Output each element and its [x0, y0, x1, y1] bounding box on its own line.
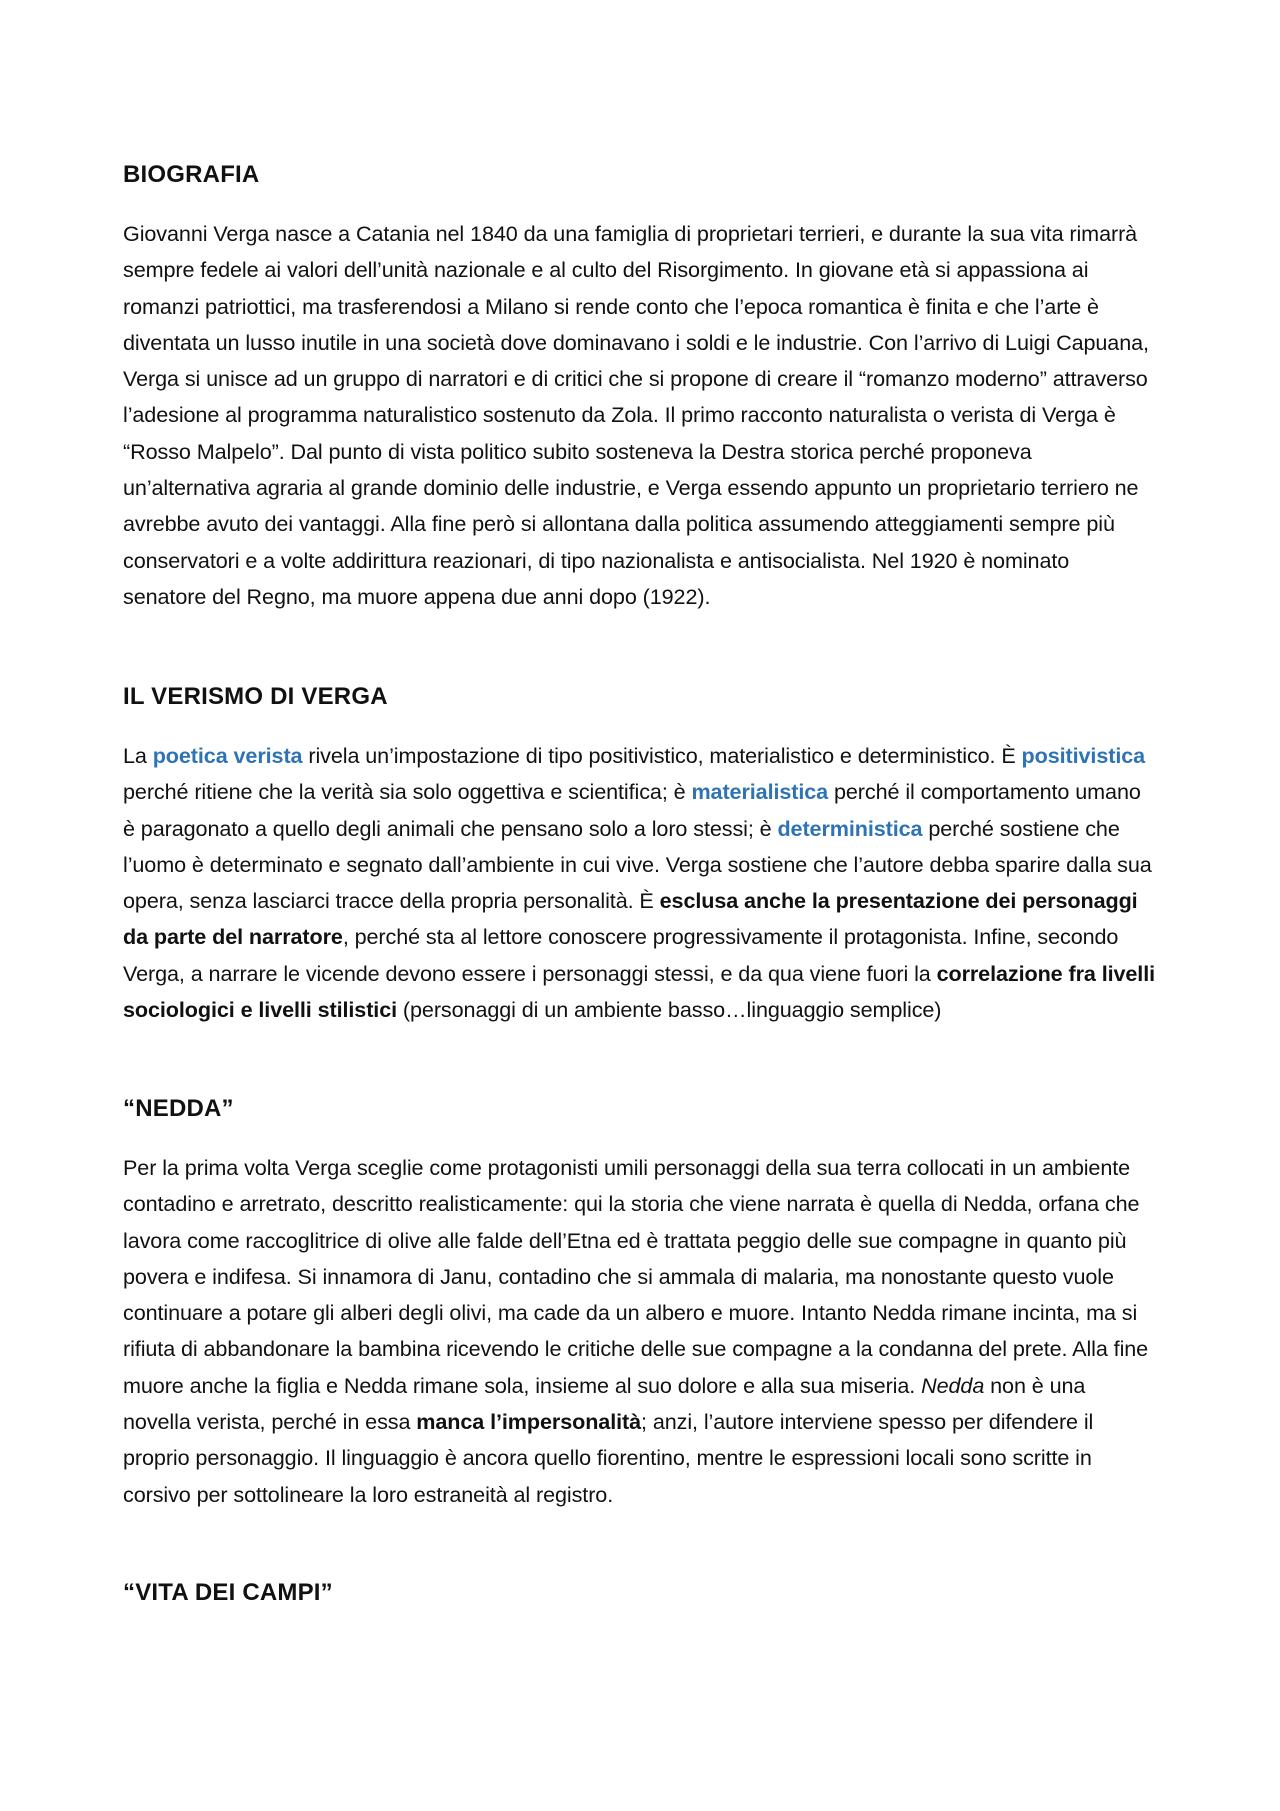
text-run: (personaggi di un ambiente basso…linguaggio semplice)	[397, 997, 942, 1023]
heading-verismo: IL VERISMO DI VERGA	[123, 683, 388, 710]
bold-text: correlazione fra livelli sociologici e livelli stilistici	[123, 960, 1156, 1023]
text-run: ; anzi, l’autore interviene spesso per difendere il proprio personaggio. Il linguaggio è ancora quello fiorentino, mentre le espressioni locali sono scritte in corsivo per sottolineare la loro estraneità al registro.	[123, 1409, 1094, 1507]
italic-text: Nedda	[921, 1372, 985, 1398]
bold-text: manca l’impersonalità	[416, 1409, 642, 1435]
text-run: , perché sta al lettore conoscere progressivamente il protagonista. Infine, secondo Verga, a narrare le vicende devono essere i personaggi stessi, e da qua viene fuori la	[123, 924, 1119, 986]
text-run: perché ritiene che la verità sia solo oggettiva e scientifica; è	[123, 779, 692, 805]
text-run: Giovanni Verga nasce a Catania nel 1840 da una famiglia di proprietari terrieri, e durante la sua vita rimarrà sempre fedele ai valori dell’unità nazionale e al culto del Risorgimento. In giovane età si appassiona ai romanzi patriottici, ma trasferendosi a Milano si rende conto che l’epoca romantica è finita e che l’arte è diventata un lusso inutile in una società dove dominavano i soldi e le industrie. Con l’arrivo di Luigi Capuana, Verga si unisce ad un gruppo di narratori e di critici che si propone di creare il “romanzo moderno” attraverso l’adesione al programma naturalistico sostenuto da Zola. Il primo racconto naturalista o verista di Verga è “Rosso Malpelo”. Dal punto di vista politico subito sosteneva la Destra storica perché proponeva un’alternativa agraria al grande dominio delle industrie, e Verga essendo appunto un proprietario terriero ne avrebbe avuto dei vantaggi. Alla fine però si allontana dalla politica assumendo atteggiamenti sempre più conservatori e a volte addirittura reazionari, di tipo nazionalista e antisocialista. Nel 1920 è nominato senatore del Regno, ma muore appena due anni dopo (1922).	[123, 221, 1149, 609]
text-run: La	[123, 743, 153, 768]
highlighted-term: materialistica	[691, 779, 829, 805]
bold-text: esclusa anche la presentazione dei personaggi da parte del narratore	[123, 888, 1138, 950]
text-run: Per la prima volta Verga sceglie come protagonisti umili personaggi della sua terra collocati in un ambiente contadino e arretrato, descritto realisticamente: qui la storia che viene narrata è quella di Nedda, orfana che lavora come raccoglitrice di olive alle falde dell’Etna ed è trattata peggio delle sue compagne in quanto più povera e indifesa. Si innamora di Janu, contadino che si ammala di malaria, ma nonostante questo vuole continuare a potare gli alberi degli olivi, ma cade da un albero e muore. Intanto Nedda rimane incinta, ma si rifiuta di abbandonare la bambina ricevendo le critiche delle sue compagne a la condanna del prete. Alla fine muore anche la figlia e Nedda rimane sola, insieme al suo dolore e alla sua miseria.	[123, 1155, 1149, 1398]
paragraph-biografia	[123, 216, 1158, 615]
paragraph-nedda	[123, 1150, 1158, 1513]
paragraph-verismo	[123, 738, 1158, 1028]
highlighted-term: poetica verista	[152, 743, 303, 768]
text-run: perché il comportamento umano è paragonato a quello degli animali che pensano solo a loro stessi; è	[123, 779, 1141, 841]
highlighted-term: deterministica	[777, 815, 923, 841]
heading-vita-dei-campi: “VITA DEI CAMPI”	[123, 1579, 333, 1606]
text-run: perché sostiene che l’uomo è determinato e segnato dall’ambiente in cui vive. Verga sostiene che l’autore debba sparire dalla sua opera, senza lasciarci tracce della propria personalità. È	[123, 815, 1152, 914]
text-run: non è una novella verista, perché in essa	[123, 1372, 1086, 1435]
text-run: rivela un’impostazione di tipo positivistico, materialistico e deterministico. È	[302, 743, 1022, 768]
heading-nedda: “NEDDA”	[123, 1095, 234, 1122]
highlighted-term: positivistica	[1021, 743, 1146, 768]
heading-biografia: BIOGRAFIA	[123, 161, 260, 188]
